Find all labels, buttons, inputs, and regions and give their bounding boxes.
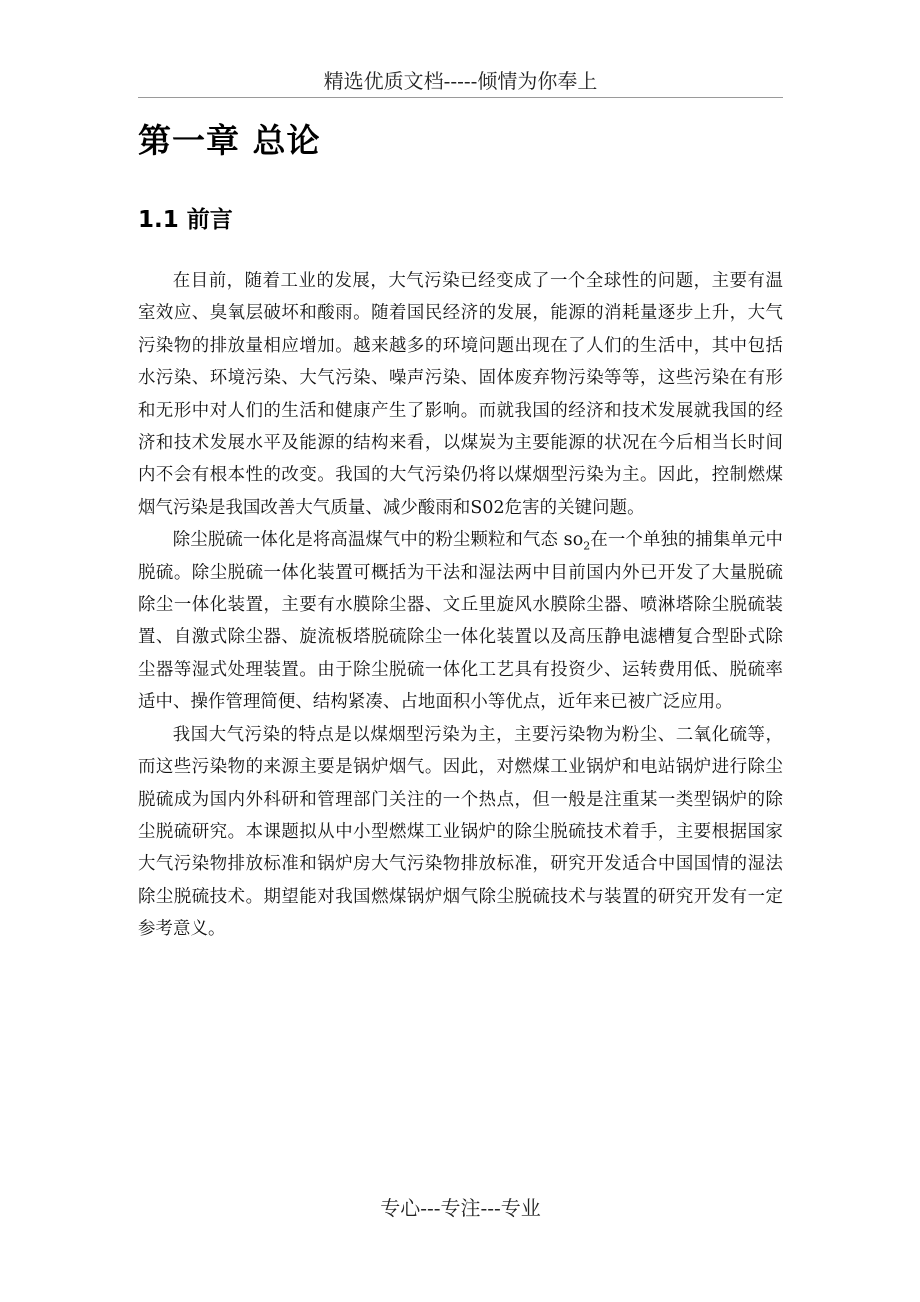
paragraph-1: 在目前，随着工业的发展，大气污染已经变成了一个全球性的问题，主要有温室效应、臭氧层破坏和酸雨。随着国民经济的发展，能源的消耗量逐步上升，大气污染物的排放量相应增加。越来越多的环境问题出现在了人们的生活中，其中包括水污染、环境污染、大气污染、噪声污染、固体废弃物污染等等，这些污染在有形和无形中对人们的生活和健康产生了影响。而就我国的经济和技术发展就我国的经济和技术发展水平及能源的结构来看，以煤炭为主要能源的状况在今后相当长时间内不会有根本性的改变。我国的大气污染仍将以煤烟型污染为主。因此，控制燃煤烟气污染是我国改善大气质量、减少酸雨和S02危害的关键问题。: [138, 271, 783, 518]
page-footer: 专心---专注---专业: [380, 1196, 541, 1220]
header-divider: [138, 97, 783, 98]
paragraph-2-text-end: 在一个单独的捕集单元中脱硫。除尘脱硫一体化装置可概括为干法和湿法两中目前国内外已开发了大量脱硫除尘一体化装置，主要有水膜除尘器、文丘里旋风水膜除尘器、喷淋塔除尘脱硫装置、自激式除尘器、旋流板塔脱硫除尘一体化装置以及高压静电滤槽复合型卧式除尘器等湿式处理装置。由于除尘脱硫一体化工艺具有投资少、运转费用低、脱硫率适中、操作管理简便、结构紧凑、占地面积小等优点，近年来已被广泛应用。: [138, 530, 783, 713]
page-header: 精选优质文档-----倾情为你奉上: [323, 69, 598, 93]
paragraph-2: [138, 524, 783, 718]
document-body: [138, 265, 783, 946]
chapter-title: 第一章 总论: [138, 121, 321, 160]
so2-subscript: 2: [583, 539, 591, 553]
paragraph-3: 我国大气污染的特点是以煤烟型污染为主，主要污染物为粉尘、二氧化硫等，而这些污染物的来源主要是锅炉烟气。因此，对燃煤工业锅炉和电站锅炉进行除尘脱硫成为国内外科研和管理部门关注的一个热点，但一般是注重某一类型锅炉的除尘脱硫研究。本课题拟从中小型燃煤工业锅炉的除尘脱硫技术着手，主要根据国家大气污染物排放标准和锅炉房大气污染物排放标准，研究开发适合中国国情的湿法除尘脱硫技术。期望能对我国燃煤锅炉烟气除尘脱硫技术与装置的研究开发有一定参考意义。: [138, 724, 783, 940]
section-title: 1.1 前言: [138, 207, 233, 233]
paragraph-2-text-start: 除尘脱硫一体化是将高温煤气中的粉尘颗粒和气态 so: [172, 530, 584, 551]
